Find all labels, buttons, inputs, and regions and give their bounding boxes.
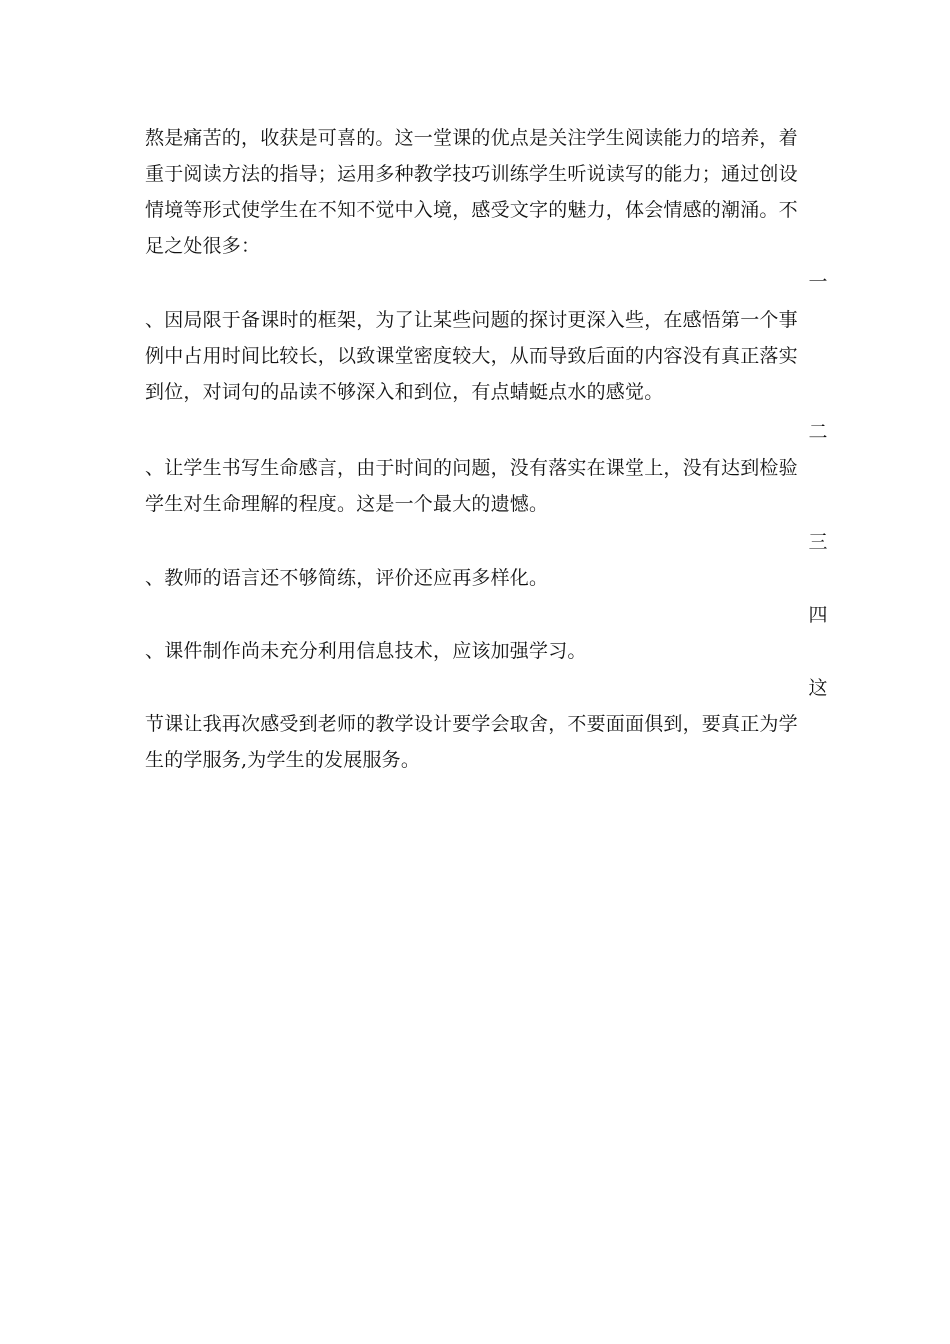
text-line: 、让学生书写生命感言，由于时间的问题，没有落实在课堂上，没有达到检验 [145,457,798,479]
item-marker: 三 [808,531,828,553]
item-marker: 二 [808,421,828,443]
text-line: 、课件制作尚未充分利用信息技术，应该加强学习。 [145,640,587,662]
text-line: 足之处很多： [145,235,261,257]
text-line: 、因局限于备课时的框架，为了让某些问题的探讨更深入些，在感悟第一个事 [145,309,798,331]
item-marker: 四 [808,604,828,626]
text-line: 重于阅读方法的指导；运用多种教学技巧训练学生听说读写的能力；通过创设 [145,163,798,185]
text-line: 、教师的语言还不够简练，评价还应再多样化。 [145,567,549,589]
text-line: 学生对生命理解的程度。这是一个最大的遗憾。 [145,493,549,515]
text-line: 例中占用时间比较长，以致课堂密度较大，从而导致后面的内容没有真正落实 [145,345,798,367]
text-line: 情境等形式使学生在不知不觉中入境，感受文字的魅力，体会情感的潮涌。不 [145,199,798,221]
paragraph-start-marker: 这 [808,677,828,699]
text-line: 节课让我再次感受到老师的教学设计要学会取舍，不要面面俱到，要真正为学 [145,713,798,735]
item-marker: 一 [808,271,828,293]
text-line: 熬是痛苦的，收获是可喜的。这一堂课的优点是关注学生阅读能力的培养，着 [145,127,798,149]
text-line: 到位，对词句的品读不够深入和到位，有点蜻蜓点水的感觉。 [145,381,664,403]
text-line: 生的学服务,为学生的发展服务。 [145,749,421,771]
